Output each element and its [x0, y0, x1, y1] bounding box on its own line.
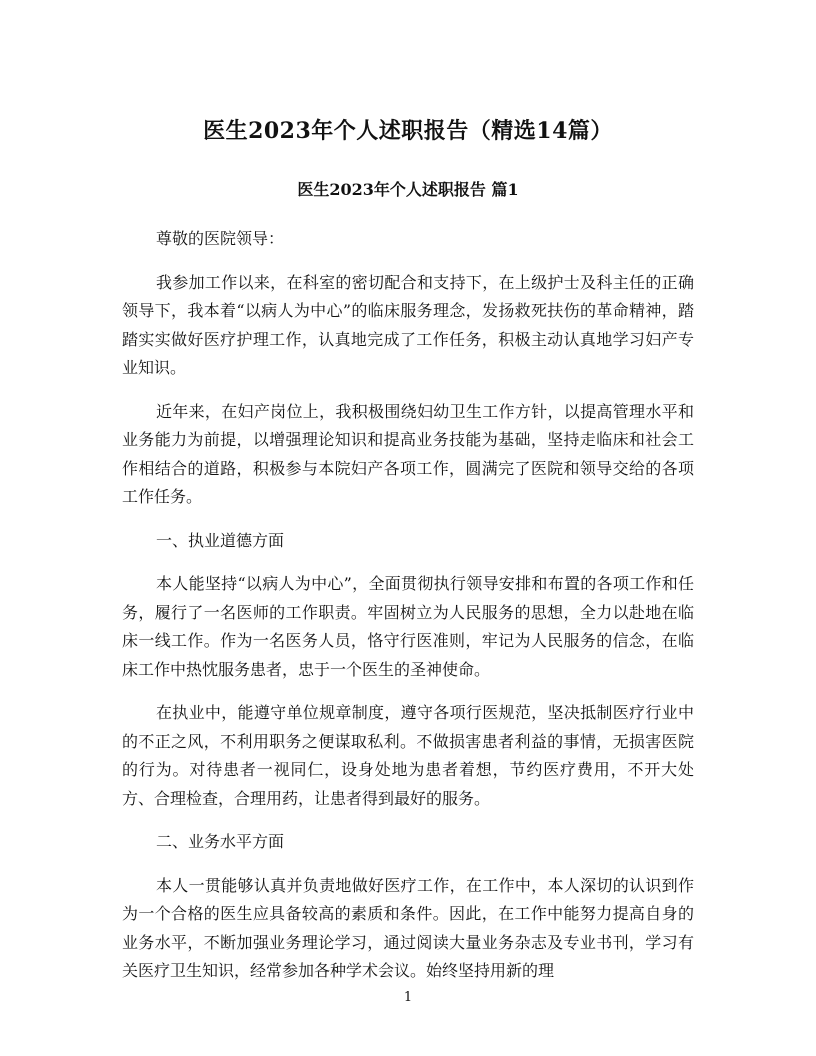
subheading-professional-ethics: 一、执业道德方面 [156, 530, 285, 550]
document-title: 医生2023年个人述职报告（精选14篇） [203, 118, 613, 144]
body-paragraph: 近年来，在妇产岗位上，我积极围绕妇幼卫生工作方针，以提高管理水平和业务能力为前提，以增强理论知识和提高业务技能为基础，坚持走临床和社会工作相结合的道路，积极参与本院妇产各项工作，圆满完了医院和领导交给的各项工作任务。 [122, 401, 694, 506]
body-paragraph: 我参加工作以来，在科室的密切配合和支持下，在上级护士及科主任的正确领导下，我本着“以病人为中心”的临床服务理念，发扬救死扶伤的革命精神，踏踏实实做好医疗护理工作，认真地完成了工作任务，积极主动认真地学习妇产专业知识。 [122, 272, 694, 377]
body-paragraph: 在执业中，能遵守单位规章制度，遵守各项行医规范，坚决抵制医疗行业中的不正之风，不利用职务之便谋取私利。不做损害患者利益的事情，无损害医院的行为。对待患者一视同仁，设身处地为患者着想，节约医疗费用，不开大处方、合理检查，合理用药，让患者得到最好的服务。 [122, 703, 694, 808]
section-title: 医生2023年个人述职报告 篇1 [297, 180, 519, 199]
page-number: 1 [403, 990, 413, 1005]
salutation-paragraph: 尊敬的医院领导： [156, 229, 285, 248]
subheading-professional-level: 二、业务水平方面 [156, 832, 285, 851]
document-body [122, 225, 694, 1001]
body-paragraph: 本人能坚持“以病人为中心”，全面贯彻执行领导安排和布置的各项工作和任务，履行了一名医师的工作职责。牢固树立为人民服务的思想，全力以赴地在临床一线工作。作为一名医务人员，恪守行医准则，牢记为人民服务的信念，在临床工作中热忱服务患者，忠于一个医生的圣神使命。 [122, 574, 694, 679]
body-paragraph: 本人一贯能够认真并负责地做好医疗工作，在工作中，本人深切的认识到作为一个合格的医生应具备较高的素质和条件。因此，在工作中能努力提高自身的业务水平，不断加强业务理论学习，通过阅读大量业务杂志及专业书刊，学习有关医疗卫生知识，经常参加各种学术会议。始终坚持用新的理 [122, 875, 694, 980]
